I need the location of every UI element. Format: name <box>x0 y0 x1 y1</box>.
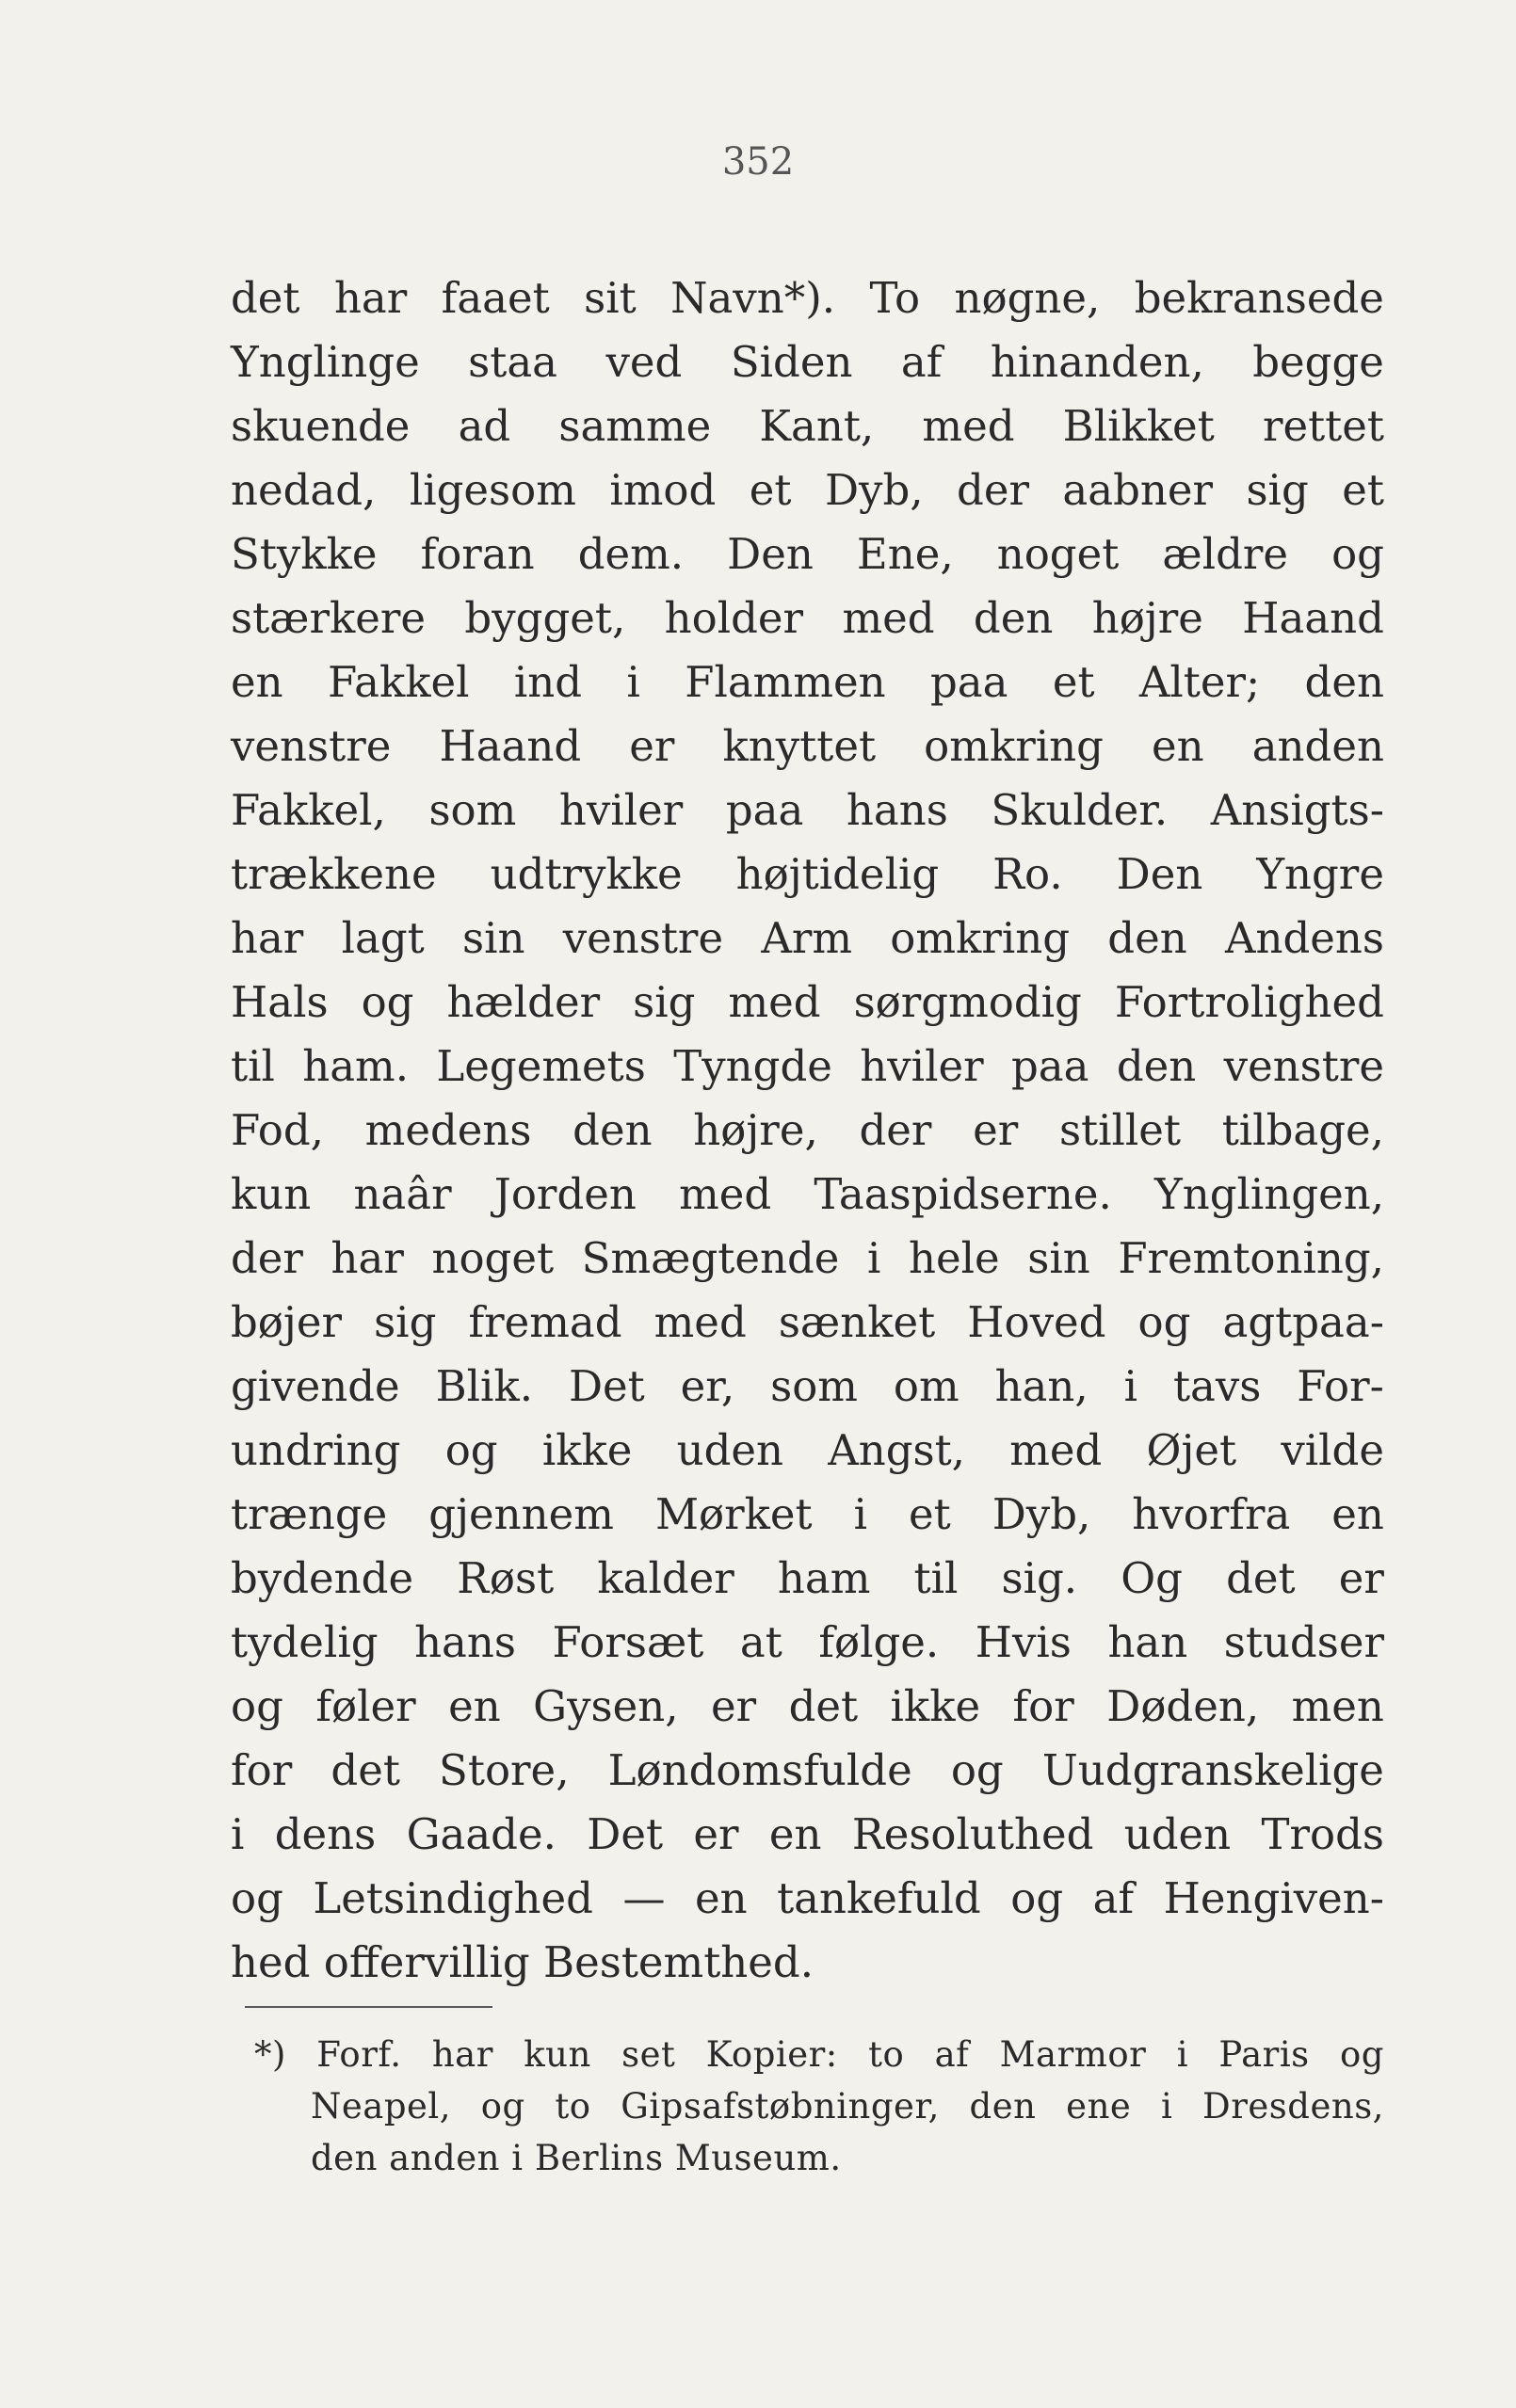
text-line: bøjer sig fremad med sænket Hoved og agtpaa- <box>231 1297 1384 1347</box>
text-line: til ham. Legemets Tyngde hviler paa den venstre <box>231 1041 1384 1091</box>
text-line: har lagt sin venstre Arm omkring den Andens <box>231 913 1384 963</box>
text-line: venstre Haand er knyttet omkring en anden <box>231 721 1384 771</box>
footnote-line: den anden i Berlins Museum. <box>311 2138 842 2178</box>
text-line: i dens Gaade. Det er en Resoluthed uden Trods <box>231 1809 1384 1859</box>
text-line: Ynglinge staa ved Siden af hinanden, begge <box>231 337 1384 387</box>
footnote <box>254 2029 1384 2184</box>
text-line: nedad, ligesom imod et Dyb, der aabner sig et <box>231 465 1384 515</box>
text-line: bydende Røst kalder ham til sig. Og det er <box>231 1553 1384 1603</box>
text-line: en Fakkel ind i Flammen paa et Alter; den <box>231 657 1384 707</box>
text-line: der har noget Smægtende i hele sin Fremtoning, <box>231 1233 1384 1283</box>
footnote-line: *) Forf. har kun set Kopier: to af Marmor i Paris og <box>254 2034 1384 2075</box>
text-line: givende Blik. Det er, som om han, i tavs For- <box>231 1361 1384 1411</box>
text-line: trænge gjennem Mørket i et Dyb, hvorfra en <box>231 1489 1384 1539</box>
footnote-divider <box>245 2006 492 2008</box>
text-line: undring og ikke uden Angst, med Øjet vilde <box>231 1425 1384 1475</box>
text-line: Hals og hælder sig med sørgmodig Fortrolighed <box>231 977 1384 1027</box>
text-line: Fakkel, som hviler paa hans Skulder. Ansigts- <box>231 785 1384 835</box>
text-line: og føler en Gysen, er det ikke for Døden, men <box>231 1681 1384 1731</box>
page-number: 352 <box>721 140 795 184</box>
footnote-line: Neapel, og to Gipsafstøbninger, den ene i Dresdens, <box>311 2086 1384 2127</box>
text-line: Fod, medens den højre, der er stillet tilbage, <box>231 1105 1384 1155</box>
text-line: stærkere bygget, holder med den højre Haand <box>231 593 1384 643</box>
body-text <box>231 266 1384 1995</box>
text-line: hed offervillig Bestemthed. <box>231 1937 814 1987</box>
text-line: skuende ad samme Kant, med Blikket rettet <box>231 401 1384 451</box>
text-line: det har faaet sit Navn*). To nøgne, bekransede <box>231 273 1384 323</box>
text-line: og Letsindighed — en tankefuld og af Hengiven- <box>231 1873 1384 1923</box>
text-line: kun naâr Jorden med Taaspidserne. Ynglingen, <box>231 1169 1384 1219</box>
text-line: Stykke foran dem. Den Ene, noget ældre og <box>231 529 1384 579</box>
text-line: trækkene udtrykke højtidelig Ro. Den Yngre <box>231 849 1384 899</box>
text-line: for det Store, Løndomsfulde og Uudgranskelige <box>231 1745 1384 1795</box>
text-line: tydelig hans Forsæt at følge. Hvis han studser <box>231 1617 1384 1667</box>
